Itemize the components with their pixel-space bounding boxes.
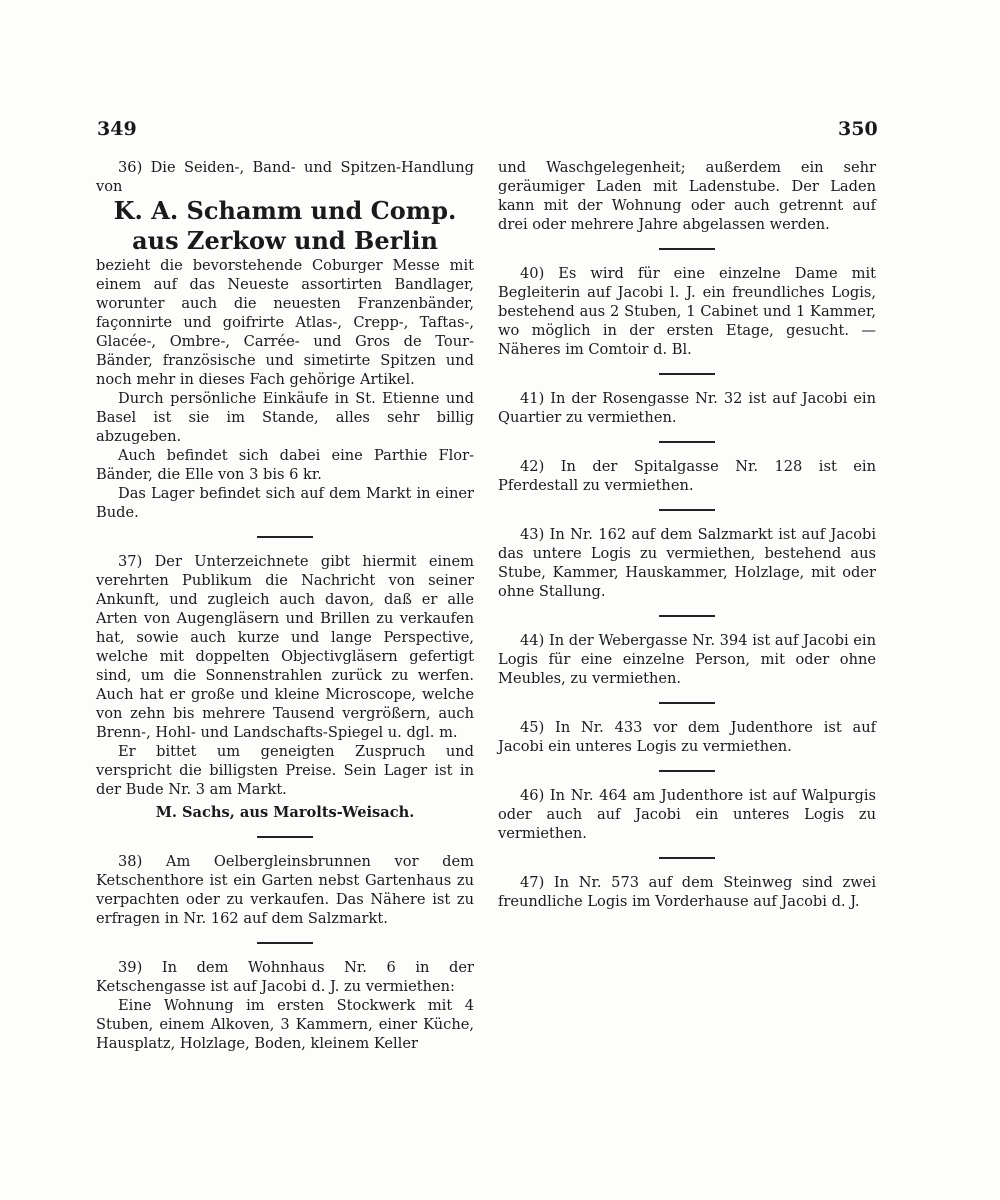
entry-40: 40) Es wird für eine einzelne Dame mit Begleiterin auf Jacobi l. J. ein freundliches Logis, bestehend aus 2 Stuben, 1 Cabinet und 1 Kammer, wo möglich in der ersten Etage, gesucht. — Näheres im Comtoir d. Bl. <box>498 265 876 358</box>
entry-39-paragraph-1: 39) In dem Wohnhaus Nr. 6 in der Ketschengasse ist auf Jacobi d. J. zu vermiethen: <box>96 959 474 995</box>
entry-36-paragraph-1: bezieht die bevorstehende Coburger Messe mit einem auf das Neueste assortirten Bandlager, worunter auch die neuesten Franzenbänder, façonnirte und goifrirte Atlas-, Crepp-, Taftas-, Glacée-, Ombre-, Carrée- und Gros de Tour-Bänder, französische und simetirte Spitzen und noch mehr in dieses Fach gehörige Artikel. <box>96 257 474 388</box>
entry-37-paragraph-2: Er bittet um geneigten Zuspruch und verspricht die billigsten Preise. Sein Lager ist in der Bude Nr. 3 am Markt. <box>96 743 474 798</box>
page-number-right: 350 <box>838 118 878 140</box>
entry-39-continuation: und Waschgelegenheit; außerdem ein sehr geräumiger Laden mit Ladenstube. Der Laden kann mit der Wohnung oder auch getrennt auf drei oder mehrere Jahre abgelassen werden. <box>498 159 876 233</box>
entry-36-paragraph-3: Auch befindet sich dabei eine Parthie Flor-Bänder, die Elle von 3 bis 6 kr. <box>96 447 474 483</box>
divider-rule <box>659 615 715 617</box>
entry-43: 43) In Nr. 162 auf dem Salzmarkt ist auf Jacobi das untere Logis zu vermiethen, bestehend aus Stube, Kammer, Hauskammer, Holzlage, mit oder ohne Stallung. <box>498 526 876 600</box>
entry-47: 47) In Nr. 573 auf dem Steinweg sind zwei freundliche Logis im Vorderhause auf Jacobi d. J. <box>498 874 876 910</box>
entry-46: 46) In Nr. 464 am Judenthore ist auf Walpurgis oder auch auf Jacobi ein unteres Logis zu vermiethen. <box>498 787 876 842</box>
entry-36-paragraph-2: Durch persönliche Einkäufe in St. Etienne und Basel ist sie im Stande, alles sehr billig abzugeben. <box>96 390 474 445</box>
divider-rule <box>257 942 313 944</box>
left-column <box>96 158 474 1053</box>
entry-36-firm-name: K. A. Schamm und Comp. aus Zerkow und Berlin <box>113 196 457 255</box>
entry-41: 41) In der Rosengasse Nr. 32 ist auf Jacobi ein Quartier zu vermiethen. <box>498 390 876 426</box>
divider-rule <box>659 441 715 443</box>
divider-rule <box>659 702 715 704</box>
entry-38: 38) Am Oelbergleinsbrunnen vor dem Ketschenthore ist ein Garten nebst Gartenhaus zu verpachten oder zu verkaufen. Das Nähere ist zu erfragen in Nr. 162 auf dem Salzmarkt. <box>96 853 474 927</box>
entry-37-paragraph-1: 37) Der Unterzeichnete gibt hiermit einem verehrten Publikum die Nachricht von seiner Ankunft, und zugleich auch davon, daß er alle Arten von Augengläsern und Brillen zu verkaufen hat, sowie auch kurze und lange Perspective, welche mit doppelten Objectivgläsern gefertigt sind, um die Sonnenstrahlen zurück zu werfen. Auch hat er große und kleine Microscope, welche von zehn bis mehrere Tausend vergrößern, auch Brenn-, Hohl- und Landschafts-Spiegel u. dgl. m. <box>96 553 474 741</box>
divider-rule <box>257 536 313 538</box>
entry-36-paragraph-4: Das Lager befindet sich auf dem Markt in einer Bude. <box>96 485 474 521</box>
entry-37-signature: M. Sachs, aus Marolts-Weisach. <box>155 804 415 821</box>
divider-rule <box>659 373 715 375</box>
entry-39-paragraph-2: Eine Wohnung im ersten Stockwerk mit 4 Stuben, einem Alkoven, 3 Kammern, einer Küche, Hausplatz, Holzlage, Boden, kleinem Keller <box>96 997 474 1052</box>
entry-45: 45) In Nr. 433 vor dem Judenthore ist auf Jacobi ein unteres Logis zu vermiethen. <box>498 719 876 755</box>
divider-rule <box>257 836 313 838</box>
divider-rule <box>659 248 715 250</box>
entry-36-heading: 36) Die Seiden-, Band- und Spitzen-Handlung von <box>96 159 474 195</box>
divider-rule <box>659 857 715 859</box>
divider-rule <box>659 770 715 772</box>
divider-rule <box>659 509 715 511</box>
entry-44: 44) In der Webergasse Nr. 394 ist auf Jacobi ein Logis für eine einzelne Person, mit oder ohne Meubles, zu vermiethen. <box>498 632 876 687</box>
page-number-left: 349 <box>97 118 137 140</box>
right-column <box>498 158 876 911</box>
entry-42: 42) In der Spitalgasse Nr. 128 ist ein Pferdestall zu vermiethen. <box>498 458 876 494</box>
